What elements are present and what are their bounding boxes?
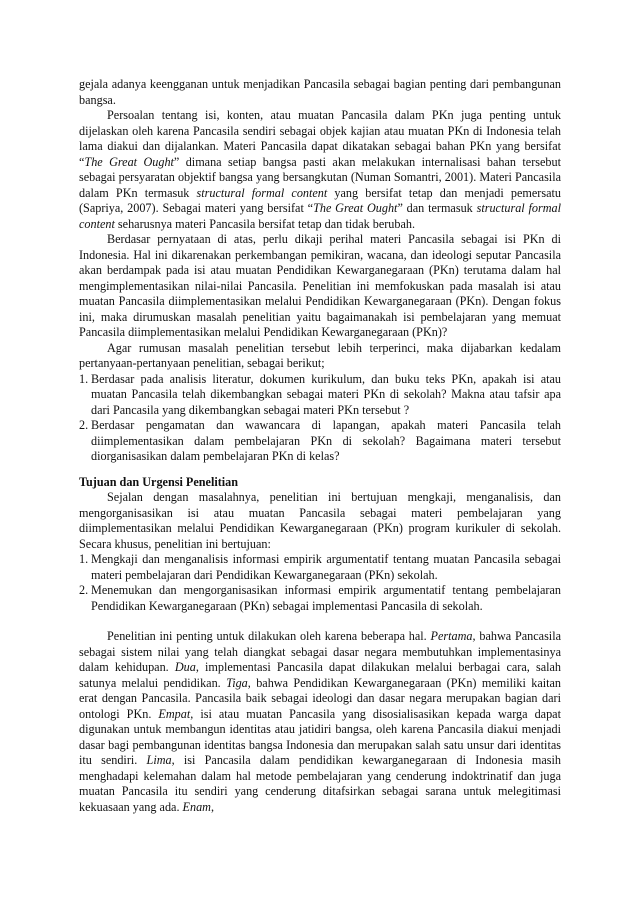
text-run: Penelitian ini penting untuk dilakukan oleh karena beberapa hal. [107, 629, 431, 643]
list-number: 2. [79, 583, 89, 597]
list-number: 2. [79, 418, 89, 432]
text-run: , bahwa Pendidikan Kewarganegaraan (PKn) memiliki kaitan erat dengan Pancasila. Pancasila baik sebagai ideologi dan dasar negara merupakan bagian dari ontologi PKn. [79, 675, 561, 721]
list-text: Berdasar pengamatan dan wawancara di lapangan, apakah materi Pancasila telah diimplementasikan dalam pembelajaran PKn di sekolah? Bagaimana materi tersebut diorganisasikan dalam pembelajaran PKn di kelas? [91, 418, 561, 463]
list-text: Mengkaji dan menganalisis informasi empirik argumentatif tentang muatan Pancasila sebagai materi pembelajaran dari Pendidikan Kewarganegaraan (PKn) sekolah. [91, 552, 561, 582]
list-number: 1. [79, 552, 89, 566]
italic-text: Lima [146, 753, 172, 767]
list-number: 1. [79, 371, 89, 386]
section-heading: Tujuan dan Urgensi Penelitian [79, 474, 239, 489]
paragraph-content-issue [79, 108, 561, 232]
text-run: , implementasi Pancasila dapat dilakukan melalui berbagai cara, salah satunya melalui pendidikan. [79, 660, 561, 690]
objective-item [79, 552, 561, 583]
paragraph-urgency [79, 629, 561, 815]
objectives-list [79, 552, 561, 614]
research-question-item [79, 418, 561, 465]
italic-text: Enam [182, 799, 211, 814]
text-run: , isi Pancasila dalam pendidikan kewarganegaraan di Indonesia masih menghadapi kelemahan dalam hal metode pembelajaran yang cenderung indoktrinatif dan juga muatan Pancasila itu sendiri yang cenderung ditafsirkan sebagai sarana untuk melegitimasi kekuasaan yang ada. [79, 753, 561, 814]
italic-text: The Great Ought [313, 201, 398, 215]
text-run: , [210, 799, 215, 814]
research-question-item [79, 372, 561, 419]
objective-item [79, 583, 561, 614]
list-text: Menemukan dan mengorganisasikan informasi empirik argumentatif tentang pembelajaran Pendidikan Kewarganegaraan (PKn) sebagai implementasi Pancasila di sekolah. [91, 583, 561, 613]
italic-text: structural formal content [196, 185, 328, 200]
italic-text: Pertama, [430, 629, 476, 643]
text-run: bahwa Pancasila sebagai sistem nilai yang telah diangkat sebagai dasar negara membutuhkan implementasinya dalam kehidupan. [79, 629, 561, 674]
italic-text: structural formal content [79, 201, 561, 231]
paragraph-questions-intro: Agar rumusan masalah penelitian tersebut lebih terperinci, maka dijabarkan kedalam pertanyaan-pertanyaan penelitian, sebagai berikut; [79, 340, 561, 370]
paragraph-research-focus: Berdasar pernyataan di atas, perlu dikaji perihal materi Pancasila sebagai isi PKn di Indonesia. Hal ini dikarenakan perkembangan pemikiran, wacana, dan ideologi seputar Pancasila akan berdampak pada isi atau muatan Pendidikan Kewarganegaraan (PKn) terutama dalam hal mengimplementasikan nilai-nilai Pancasila. Penelitian ini memfokuskan pada masalah isi atau muatan Pancasila diimplementasikan melalui Pendidikan Kewarganegaraan (PKn). Dengan fokus ini, maka dirumuskan masalah penelitian yaitu bagaimanakah isi pembelajaran yang memuat Pancasila diimplementasikan melalui Pendidikan Kewarganegaraan (PKn)? [79, 232, 561, 339]
research-questions-list [79, 372, 561, 465]
italic-text: Dua [174, 660, 196, 674]
text-run: , isi atau muatan Pancasila yang disosialisasikan kepada warga dapat digunakan untuk membangun identitas atau jatidiri bangsa, oleh karena Pancasila diakui menjadi dasar bagi pembangunan identitas bangsa Indonesia dan merupakan salah satu unsur dari identitas itu sendiri. [79, 706, 561, 767]
text-run: ” dimana setiap bangsa pasti akan melakukan internalisasi bahan tersebut sebagai persyaratan objektif bangsa yang bersangkutan (Numan Somantri, 2001). Materi Pancasila dalam PKn termasuk [79, 154, 561, 200]
text-run: ” dan termasuk [397, 201, 477, 215]
italic-text: Empat [158, 706, 191, 721]
paragraph-objectives: Sejalan dengan masalahnya, penelitian ini bertujuan mengkaji, menganalisis, dan mengorganisasikan isi atau muatan Pancasila sebagai materi pembelajaran yang diimplementasikan melalui Pendidikan Kewarganegaraan (PKn) program kurikuler di sekolah. Secara khusus, penelitian ini bertujuan: [79, 490, 561, 551]
paragraph-continuation: gejala adanya keengganan untuk menjadikan Pancasila sebagai bagian penting dari pembangunan bangsa. [79, 77, 561, 107]
italic-text: Tiga [226, 675, 248, 690]
text-run: yang bersifat tetap dan menjadi pemersatu (Sapriya, 2007). Sebagai materi yang bersifat “ [79, 185, 561, 215]
text-run: Persoalan tentang isi, konten, atau muatan Pancasila dalam PKn juga penting untuk dijelaskan oleh karena Pancasila sendiri sebagai objek kajian atau muatan PKn di Indonesia telah lama diakui dan dijalankan. Materi Pancasila dapat dikatakan sebagai bahan PKn yang bersifat “ [79, 108, 561, 169]
list-text: Berdasar pada analisis literatur, dokumen kurikulum, dan buku teks PKn, apakah isi atau muatan Pancasila telah dikembangkan sebagai materi PKn di sekolah? Makna atau tafsir apa dari Pancasila yang dikembangkan sebagai materi PKn tersebut ? [91, 371, 561, 417]
italic-text: The Great Ought [84, 154, 174, 169]
text-run: seharusnya materi Pancasila bersifat tetap dan tidak berubah. [114, 216, 416, 231]
